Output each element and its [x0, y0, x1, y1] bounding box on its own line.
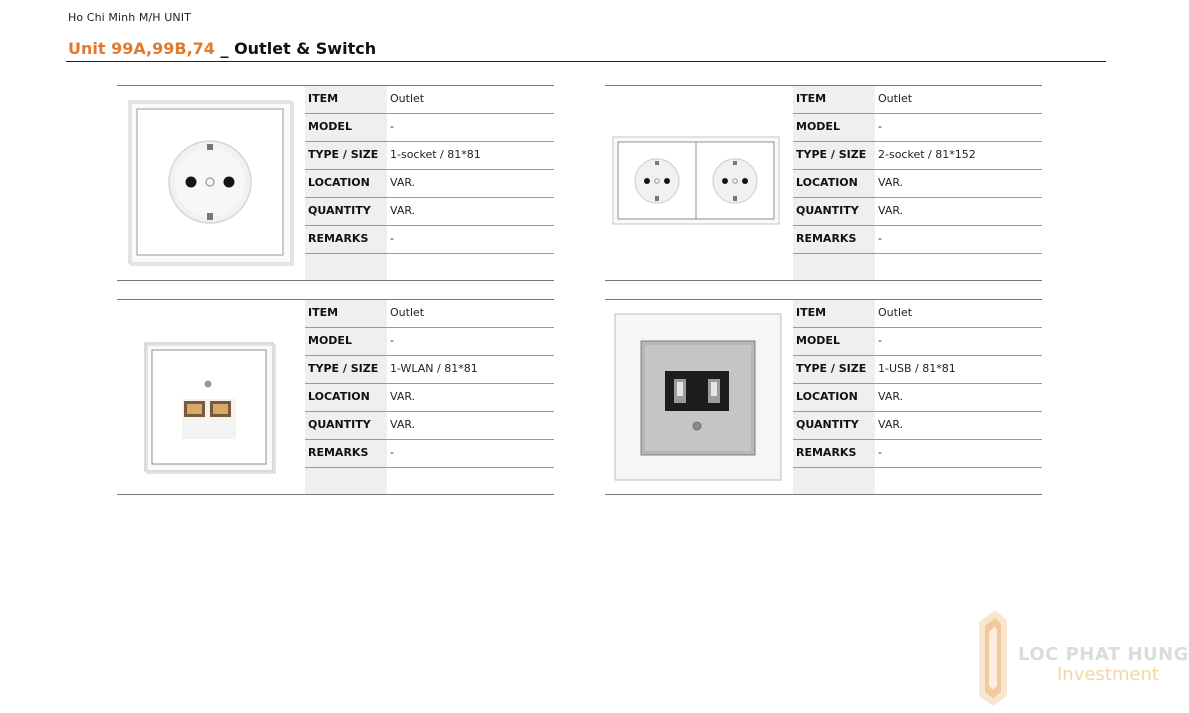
spec-label: LOCATION: [796, 176, 858, 189]
spec-label: MODEL: [308, 120, 352, 133]
spec-row-quantity: [305, 412, 554, 440]
spec-value: Outlet: [878, 306, 913, 319]
spec-row-item: [305, 300, 554, 328]
title-divider: [66, 61, 1106, 62]
spec-row-quantity: [793, 412, 1042, 440]
spec-row-model: [793, 114, 1042, 142]
spec-value: 1-WLAN / 81*81: [390, 362, 478, 375]
usb-outlet-icon: [605, 300, 793, 494]
spec-row-quantity: [793, 198, 1042, 226]
product-photo: [117, 300, 305, 494]
spec-value: -: [390, 232, 394, 245]
spec-card-wlan: [117, 299, 554, 495]
company-logo: [973, 608, 1189, 708]
project-name: Ho Chi Minh M/H UNIT: [68, 11, 191, 24]
spec-value: -: [390, 120, 394, 133]
spec-label: ITEM: [796, 306, 827, 319]
spec-label: TYPE / SIZE: [796, 148, 867, 161]
spec-row-item: [793, 86, 1042, 114]
spec-label: QUANTITY: [796, 418, 859, 431]
spec-value: Outlet: [390, 92, 425, 105]
spec-label: QUANTITY: [308, 204, 371, 217]
spec-row-remarks: [793, 226, 1042, 254]
spec-row-model: [305, 114, 554, 142]
spec-value: -: [390, 446, 394, 459]
spec-label: LOCATION: [796, 390, 858, 403]
spec-label: TYPE / SIZE: [308, 362, 379, 375]
spec-value: 1-socket / 81*81: [390, 148, 481, 161]
spec-label: TYPE / SIZE: [796, 362, 867, 375]
spec-table: [793, 86, 1042, 254]
spec-card-double-socket: [605, 85, 1042, 281]
spec-value: VAR.: [390, 418, 416, 431]
spec-label: ITEM: [308, 92, 339, 105]
spec-label: MODEL: [796, 120, 840, 133]
spec-row-type-size: [305, 142, 554, 170]
spec-label: QUANTITY: [308, 418, 371, 431]
spec-row-location: [793, 384, 1042, 412]
spec-value: VAR.: [390, 176, 416, 189]
spec-table: [793, 300, 1042, 468]
spec-row-type-size: [793, 142, 1042, 170]
spec-label: ITEM: [796, 92, 827, 105]
spec-label: REMARKS: [796, 446, 857, 459]
spec-value: 1-USB / 81*81: [878, 362, 956, 375]
spec-value: Outlet: [878, 92, 913, 105]
double-socket-outlet-icon: [605, 86, 793, 280]
spec-value: -: [878, 334, 882, 347]
spec-row-remarks: [793, 440, 1042, 468]
spec-row-type-size: [305, 356, 554, 384]
spec-label: REMARKS: [796, 232, 857, 245]
product-photo: [605, 300, 793, 494]
spec-label: QUANTITY: [796, 204, 859, 217]
logo-tagline: Investment: [1057, 664, 1159, 685]
product-photo: [605, 86, 793, 280]
spec-row-quantity: [305, 198, 554, 226]
spec-row-model: [305, 328, 554, 356]
spec-label: MODEL: [796, 334, 840, 347]
product-photo: [117, 86, 305, 280]
unit-number: Unit 99A,99B,74: [68, 39, 215, 58]
spec-row-location: [305, 170, 554, 198]
spec-row-item: [793, 300, 1042, 328]
spec-row-item: [305, 86, 554, 114]
spec-label: LOCATION: [308, 176, 370, 189]
spec-value: VAR.: [390, 204, 416, 217]
page-title: [68, 39, 376, 58]
logo-company-name: LOC PHAT HUNG: [1018, 644, 1189, 665]
spec-row-remarks: [305, 440, 554, 468]
spec-table: [305, 86, 554, 254]
spec-card-usb: [605, 299, 1042, 495]
logo-emblem-icon: [973, 608, 1013, 708]
spec-label: REMARKS: [308, 232, 369, 245]
spec-value: VAR.: [390, 390, 416, 403]
spec-value: VAR.: [878, 176, 904, 189]
spec-value: -: [878, 232, 882, 245]
wlan-data-outlet-icon: [117, 300, 305, 494]
spec-value: -: [390, 334, 394, 347]
spec-value: -: [878, 120, 882, 133]
spec-row-remarks: [305, 226, 554, 254]
single-socket-outlet-icon: [117, 86, 305, 280]
spec-label: ITEM: [308, 306, 339, 319]
title-section: _ Outlet & Switch: [214, 39, 377, 58]
spec-value: Outlet: [390, 306, 425, 319]
spec-value: VAR.: [878, 418, 904, 431]
spec-label: REMARKS: [308, 446, 369, 459]
spec-value: 2-socket / 81*152: [878, 148, 976, 161]
spec-row-model: [793, 328, 1042, 356]
spec-table: [305, 300, 554, 468]
spec-value: VAR.: [878, 204, 904, 217]
spec-label: LOCATION: [308, 390, 370, 403]
spec-value: VAR.: [878, 390, 904, 403]
spec-label: TYPE / SIZE: [308, 148, 379, 161]
spec-card-single-socket: [117, 85, 554, 281]
spec-row-location: [305, 384, 554, 412]
spec-row-type-size: [793, 356, 1042, 384]
spec-label: MODEL: [308, 334, 352, 347]
spec-row-location: [793, 170, 1042, 198]
spec-value: -: [878, 446, 882, 459]
